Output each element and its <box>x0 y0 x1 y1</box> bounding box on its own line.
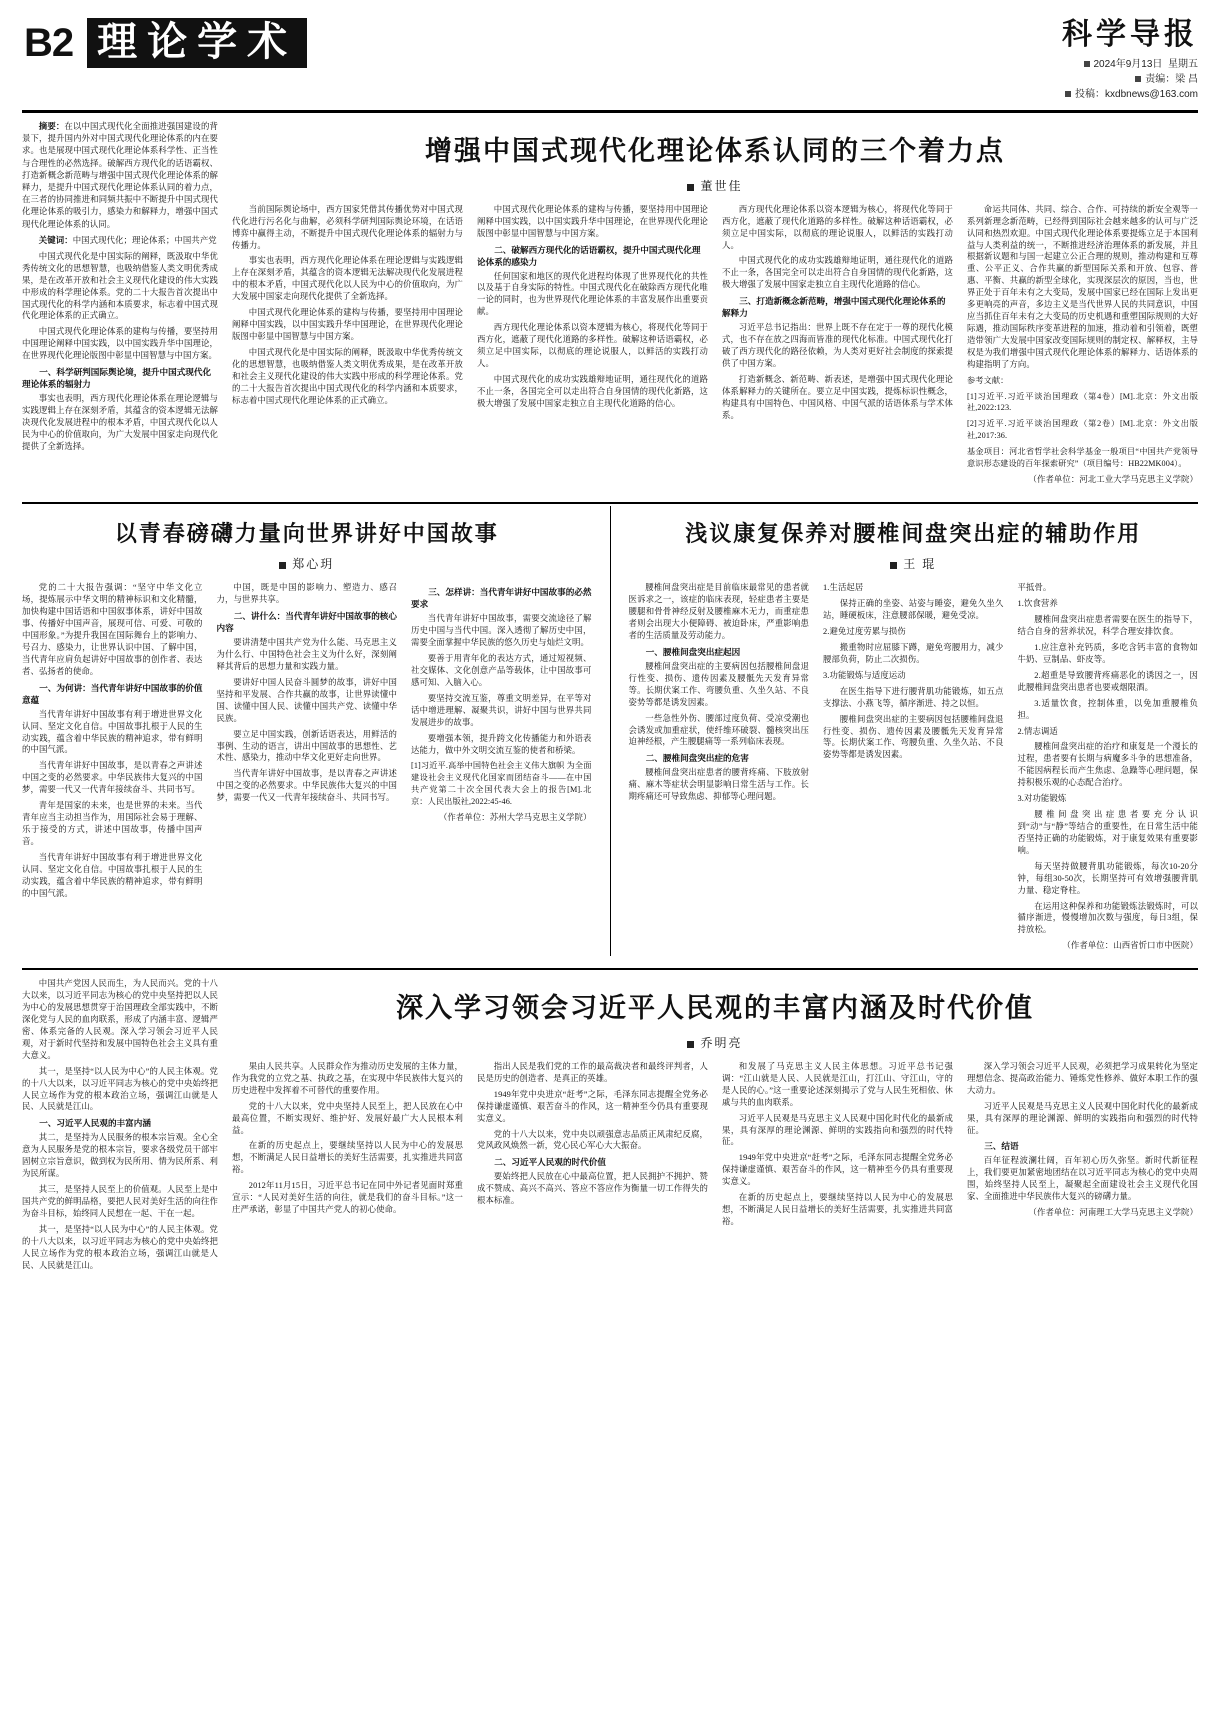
paragraph: 事实也表明，西方现代化理论体系在理论逻辑与实践逻辑上存在深刻矛盾，其蕴含的资本逻辑无法解决现代化发展进程中的根本矛盾，中国式现代化以人民为中心的价值取向，为广大发展中国家走向现代化提供了全新选择。 <box>22 394 218 451</box>
article-4-headline: 深入学习领会习近平人民观的丰富内涵及时代价值 <box>396 993 1034 1024</box>
article-1 <box>22 121 1198 490</box>
fund-note: 基金项目：河北省哲学社会科学基金一般项目“中国共产党领导意识形态建设的百年探索研究”（项目编号：HB22MK004）。 <box>967 447 1198 468</box>
article-3-col-2 <box>823 582 1004 956</box>
bullet-icon <box>1084 61 1090 67</box>
article-1-body-columns <box>232 204 1198 490</box>
paragraph: 要讲清楚中国共产党为什么能、马克思主义为什么行、中国特色社会主义为什么好，深刻阐释其背后的思想力量和实践力量。 <box>216 638 397 671</box>
reference-item: [1]习近平.习近平谈治国理政（第4卷）[M].北京：外文出版社,2022:123. <box>967 391 1198 413</box>
reference-item: [2]习近平.习近平谈治国理政（第2卷）[M].北京：外文出版社,2017:36. <box>967 419 1198 441</box>
author-name: 董世佳 <box>700 178 743 193</box>
paragraph: 在运用这种保养和功能锻炼法锻炼时，可以循序渐进，慢慢增加次数与强度，每日3组，保持放松。 <box>1017 901 1198 935</box>
paragraph: 要立足中国实践，创新话语表达，用鲜活的事例、生动的语言，讲出中国故事的思想性、艺术性、感染力，推动中华文化更好走向世界。 <box>216 729 397 763</box>
paragraph: 其一，是坚持“以人民为中心”的人民主体观。党的十八大以来，以习近平同志为核心的党中央始终把人民立场作为党的根本政治立场，强调江山就是人民、人民就是江山。 <box>22 1224 218 1270</box>
article-4-subhead-1: 一、习近平人民观的丰富内涵 <box>39 1118 151 1129</box>
abstract-label: 摘要： <box>38 122 65 131</box>
paragraph: 中国式现代化理论体系的建构与传播，要坚持用中国理论阐释中国实践，以中国实践升华中国理论，在世界现代化理论版图中彰显中国智慧与中国方案。 <box>232 308 463 341</box>
byline-marker-icon <box>890 562 897 569</box>
paragraph: 1.饮食营养 <box>1017 599 1058 609</box>
article-4-subhead-2: 二、习近平人民观的时代价值 <box>494 1157 606 1168</box>
article-4-byline <box>232 1034 1198 1051</box>
section-divider <box>22 502 1198 504</box>
bullet-icon <box>1135 76 1141 82</box>
paragraph: 中国式现代化的成功实践雄辩地证明，通往现代化的道路不止一条，各国完全可以走出符合自身国情的现代化新路，这极大增强了发展中国家走独立自主现代化道路的信心。 <box>477 374 708 408</box>
reference-item: [1]习近平.高举中国特色社会主义伟大旗帜 为全面建设社会主义现代化国家而团结奋斗——在中国共产党第二十次全国代表大会上的报告[M].北京：人民出版社,2022:45-46. <box>411 761 592 807</box>
paragraph: 每天坚持做腰背肌功能锻炼，每次10-20分钟，每组30-50次，长期坚持可有效增强腰背肌力量、稳定脊柱。 <box>1017 861 1198 895</box>
article-4-unit: （作者单位：河南理工大学马克思主义学院） <box>1028 1208 1198 1218</box>
paragraph: 任何国家和地区的现代化进程均体现了世界现代化的共性以及基于自身实际的特性。中国式现代化在破除西方现代化唯一论的同时，也为世界现代化理论体系的丰富发展作出重要贡献。 <box>477 271 708 317</box>
article-4-col-4 <box>967 1061 1198 1232</box>
paragraph: 1949年党中央进京“赶考”之际，毛泽东同志提醒全党务必保持谦虚谨慎、艰苦奋斗的作风，这一精神至今仍具有重要现实意义。 <box>722 1153 953 1187</box>
article-1-subhead-3: 三、打造新概念新范畴，增强中国式现代化理论体系的解释力 <box>722 296 946 319</box>
paragraph: 腰椎间盘突出症的治疗和康复是一个漫长的过程，患者要有长期与病魔多斗争的思想准备，不能因病程长而产生焦虑、急躁等心理问题，保持积极乐观的心态配合治疗。 <box>1017 742 1198 788</box>
article-3-col-1 <box>629 582 810 956</box>
paragraph: 西方现代化理论体系以资本逻辑为核心，将现代化等同于西方化，遮蔽了现代化道路的多样性。破解这种话语霸权，必须立足中国实际，以彻底的理论说服人，以鲜活的实践打动人。 <box>477 323 708 368</box>
paragraph: 一些急性外伤、腰部过度负荷、受凉受潮也会诱发或加重症状，使纤维环破裂、髓核突出压迫神经根，产生腰腿痛等一系列临床表现。 <box>628 713 809 747</box>
keywords-label: 关键词： <box>38 235 73 245</box>
paragraph: 中国式现代化的成功实践雄辩地证明，通往现代化的道路不止一条，各国完全可以走出符合自身国情的现代化新路，这极大增强了发展中国家走独立自主现代化道路的信心。 <box>722 256 953 290</box>
article-4-wrap <box>22 978 1198 1275</box>
paragraph: 中国式现代化理论体系的建构与传播，要坚持用中国理论阐释中国实践，以中国实践升华中国理论，在世界现代化理论版图中彰显中国智慧与中国方案。 <box>22 327 218 361</box>
paragraph: 当代青年讲好中国故事，需要交流途径了解历史中国与当代中国。深入透彻了解历史中国，需要全面掌握中华民族的悠久历史与灿烂文明。 <box>411 614 592 648</box>
masthead-right <box>1062 18 1198 102</box>
article-2 <box>22 506 592 956</box>
article-3-byline <box>629 555 1199 572</box>
article-2-col-1 <box>22 582 203 903</box>
article-1-unit: （作者单位：河北工业大学马克思主义学院） <box>1028 474 1198 484</box>
masthead-meta <box>1062 57 1198 102</box>
article-1-col-2 <box>477 204 708 490</box>
article-2-byline <box>22 555 592 572</box>
paragraph: 腰椎间盘突出症是目前临床最常见的患者就医诉求之一，该症的临床表现，轻症患者主要是腰腿和骨骨神经反射及腰椎麻木无力，而重症患者则会出现大小便障碍、被迫卧床，严重影响患者的生活质量及劳动能力。 <box>628 583 809 640</box>
paragraph: 党的十八大以来，党中央以顽强意志品质正风肃纪反腐，党风政风焕然一新，党心民心军心大大振奋。 <box>477 1129 708 1151</box>
paragraph: 在新的历史起点上，要继续坚持以人民为中心的发展思想，不断满足人民日益增长的美好生活需要，扎实推进共同富裕。 <box>722 1193 953 1227</box>
paragraph: 事实也表明，西方现代化理论体系在理论逻辑与实践逻辑上存在深刻矛盾，其蕴含的资本逻辑无法解决现代化发展进程中的根本矛盾，中国式现代化以人民为中心的价值取向，为广大发展中国家走向现代化提供了全新选择。 <box>232 256 463 302</box>
paragraph: 当代青年讲好中国故事有利于增进世界文化认同、坚定文化自信。中国故事扎根于人民的生动实践，蕴含着中华民族的精神追求，带有鲜明的中国气派。 <box>22 852 203 898</box>
article-2-subhead-1: 一、为何讲：当代青年讲好中国故事的价值意蕴 <box>22 682 203 705</box>
paragraph: 1949年党中央进京“赶考”之际，毛泽东同志提醒全党务必保持谦虚谨慎、艰苦奋斗的作风，这一精神至今仍具有重要现实意义。 <box>477 1089 708 1123</box>
article-3-subhead-1: 一、腰椎间盘突出症起因 <box>645 646 741 657</box>
paragraph: 其二，是坚持为人民服务的根本宗旨观。全心全意为人民服务是党的根本宗旨，要求各级党员干部牢固树立宗旨意识，做到权为民所用、情为民所系、利为民所谋。 <box>22 1133 218 1179</box>
paragraph: 2.避免过度劳累与损伤 <box>823 627 906 637</box>
byline-marker-icon <box>687 184 694 191</box>
article-3-headline: 浅议康复保养对腰椎间盘突出症的辅助作用 <box>685 520 1142 546</box>
paragraph: 其一，是坚持“以人民为中心”的人民主体观。党的十八大以来，以习近平同志为核心的党中央始终把人民立场作为党的根本政治立场，强调江山就是人民、人民就是江山。 <box>22 1066 218 1112</box>
references-title: 参考文献： <box>967 375 1009 385</box>
paragraph: 百年征程波澜壮阔，百年初心历久弥坚。新时代新征程上，我们要更加紧密地团结在以习近平同志为核心的党中央周围，始终坚持人民至上，凝聚起全面建设社会主义现代化国家、全面推进中华民族伟大复兴的磅礴力量。 <box>967 1156 1198 1202</box>
paragraph: 当代青年讲好中国故事，是以青春之声讲述中国之变的必然要求。中华民族伟大复兴的中国梦，需要一代又一代青年接续奋斗、共同书写。 <box>216 769 397 803</box>
paragraph: 要始终把人民放在心中最高位置，把人民拥护不拥护、赞成不赞成、高兴不高兴、答应不答应作为衡量一切工作得失的根本标准。 <box>477 1172 708 1206</box>
paragraph: 习近平人民观是马克思主义人民观中国化时代化的最新成果，具有深厚的理论渊源、鲜明的实践指向和强烈的时代特征。 <box>722 1113 953 1147</box>
paragraph: 腰椎间盘突出症的主要病因包括腰椎间盘退行性变、损伤、遗传因素及腰骶先天发育异常等。长期伏案工作、弯腰负重、久坐久站、不良姿势等都是诱发因素。 <box>628 661 809 707</box>
submit-email: 投稿：kxdbnews@163.com <box>1075 89 1198 100</box>
paragraph: 果由人民共享。人民群众作为推动历史发展的主体力量，作为我党的立党之基、执政之基，在实现中华民族伟大复兴的历史进程中发挥着不可替代的重要作用。 <box>232 1061 463 1095</box>
paragraph: 腰椎间盘突出症患者要充分认识到“动”与“静”等结合的重要性，在日常生活中能否坚持正确的功能锻炼，对于康复效果有重要影响。 <box>1017 810 1198 855</box>
abstract-body: 在以中国式现代化全面推进强国建设的背景下，提升国内外对中国式现代化理论体系的内在要求。也是展现中国式现代化理论体系科学性、正当性与合理性的必然选择。破解西方现代化的话语霸权、打造新概念新范畴与增强中国式现代化理论体系的解释力，是提升中国式现代化理论体系认同的着力点，在三者的协同推进和同频共振中不断提升中国式现代化理论体系的吸引力，感染力和解释力，增强中国式现代化理论体系的认同。 <box>22 122 218 229</box>
article-4-col-1 <box>232 1061 463 1232</box>
paragraph: 1.应注意补充钙质，多吃含钙丰富的食物如牛奶、豆制品、虾皮等。 <box>1017 643 1198 664</box>
paragraph: 其三，是坚持人民至上的价值观。人民至上是中国共产党的鲜明品格，要把人民对美好生活的向往作为奋斗目标，始终同人民想在一起、干在一起。 <box>22 1185 218 1218</box>
paragraph: 青年是国家的未来，也是世界的未来。当代青年应当主动担当作为，用国际社会易于理解、乐于接受的方式，讲述中国故事，传播中国声音。 <box>22 801 203 846</box>
editor-line: 责编：梁 昌 <box>1145 74 1198 85</box>
paragraph: 中国，既是中国的影响力、塑造力、感召力，与世界共享。 <box>216 583 397 605</box>
section-title: 理论学术 <box>97 19 298 64</box>
article-2-columns <box>22 582 592 903</box>
masthead <box>22 18 1198 113</box>
article-1-col-1 <box>232 204 463 490</box>
paragraph: 2.情志调适 <box>1017 726 1058 736</box>
article-2-col-2 <box>217 582 398 903</box>
keywords-body: 中国式现代化；理论体系；中国共产党 <box>72 235 217 245</box>
paragraph: 党的十八大以来，党中央坚持人民至上，把人民放在心中最高位置，不断实现好、维护好、发展好最广大人民根本利益。 <box>232 1101 463 1135</box>
article-1-col-3 <box>722 204 953 490</box>
paragraph: 中国共产党因人民而生，为人民而兴。党的十八大以来，以习近平同志为核心的党中央坚持把以人民为中心的发展思想贯穿于治国理政全部实践中，不断深化党与人民的血肉联系，形成了内涵丰富、逻辑严密、体系完备的人民观。深入学习领会习近平人民观，对于新时代坚持和发展中国特色社会主义具有重大意义。 <box>22 979 218 1060</box>
article-1-abstract-col <box>22 121 218 490</box>
article-2-col-3 <box>411 582 592 903</box>
article-2-subhead-2: 二、讲什么：当代青年讲好中国故事的核心内容 <box>216 611 397 634</box>
paragraph: 指出人民是我们党的工作的最高裁决者和最终评判者，人民是历史的创造者、是真正的英雄。 <box>477 1061 708 1083</box>
paragraph: 搬重物时应屈膝下蹲，避免弯腰用力，减少腰部负荷，防止二次损伤。 <box>823 643 1004 664</box>
issue-weekday: 星期五 <box>1168 59 1198 70</box>
paragraph: 党的二十大报告强调：“坚守中华文化立场，提炼展示中华文明的精神标识和文化精髓，加快构建中国话语和中国叙事体系，讲好中国故事、传播好中国声音，展现可信、可爱、可敬的中国形象。”为提升我国在国际舞台上的影响力、号召力、感染力，让世界认识中国、了解中国，当代青年应肩负起讲好中国故事的创作者、表达者、弘扬者的使命。 <box>22 583 203 676</box>
article-4-col-3 <box>722 1061 953 1232</box>
paragraph: 在医生指导下进行腰背肌功能锻炼，如五点支撑法、小燕飞等，循序渐进、持之以恒。 <box>823 686 1004 708</box>
article-4-col-0 <box>22 978 218 1275</box>
paragraph: 3.对功能锻炼 <box>1017 794 1067 804</box>
paragraph: 打造新概念、新范畴、新表述，是增强中国式现代化理论体系解释力的关键所在。要立足中国实践，提炼标识性概念，构建具有中国特色、中国风格、中国气派的话语体系与学术体系。 <box>722 374 953 420</box>
article-3-subhead-2: 二、腰椎间盘突出症的危害 <box>645 753 749 764</box>
author-name: 郑心玥 <box>292 557 335 572</box>
article-3 <box>610 506 1199 956</box>
paragraph: 2.超重是导致腰背疼痛恶化的诱因之一，因此腰椎间盘突出患者也要戒烟限酒。 <box>1017 670 1198 692</box>
article-4 <box>22 978 1198 1275</box>
paragraph: 在新的历史起点上，要继续坚持以人民为中心的发展思想，不断满足人民日益增长的美好生活需要，扎实推进共同富裕。 <box>232 1141 463 1175</box>
article-2-unit: （作者单位：苏州大学马克思主义学院） <box>438 813 592 823</box>
keywords-text <box>22 235 218 247</box>
paragraph: 3.适量饮食，控制体重，以免加重腰椎负担。 <box>1017 698 1198 720</box>
article-1-subhead-2: 二、破解西方现代化的话语霸权，提升中国式现代化理论体系的感染力 <box>477 244 701 267</box>
paragraph: 中国式现代化是中国实际的阐释，既汲取中华优秀传统文化的思想智慧，也吸纳借鉴人类文明优秀成果，是在改革开放和社会主义现代化建设的伟大实践中形成的科学理论体系。党的二十大报告首次提出中国式现代化的科学内涵和本质要求，标志着中国式现代化理论体系的正式确立。 <box>232 347 463 405</box>
paragraph: 平抵骨。 <box>1017 583 1052 593</box>
paragraph: 要善于用青年化的表达方式，通过短视频、社交媒体、文化创意产品等载体，让中国故事可感可知、入脑入心。 <box>411 654 592 687</box>
paragraph: 中国式现代化理论体系的建构与传播，要坚持用中国理论阐释中国实践，以中国实践升华中国理论，在世界现代化理论版图中彰显中国智慧与中国方案。 <box>477 204 708 238</box>
paragraph: 和发展了马克思主义人民主体思想。习近平总书记强调：“江山就是人民、人民就是江山，打江山、守江山，守的是人民的心。”这一重要论述深刻揭示了党与人民生死相依、休戚与共的血肉联系。 <box>722 1061 953 1107</box>
paragraph: 腰椎间盘突出症的主要病因包括腰椎间盘退行性变、损伤、遗传因素及腰骶先天发育异常等。长期伏案工作、弯腰负重、久坐久站、不良姿势等都是诱发因素。 <box>823 714 1004 760</box>
paragraph: 腰椎间盘突出症患者需要在医生的指导下，结合自身的营养状况，科学合理安排饮食。 <box>1017 615 1198 637</box>
bullet-icon <box>1065 91 1071 97</box>
masthead-left <box>22 18 307 68</box>
article-4-col-2 <box>477 1061 708 1232</box>
section-title-box <box>87 18 307 68</box>
paragraph: 深入学习领会习近平人民观，必须把学习成果转化为坚定理想信念、提高政治能力、锤炼党性修养、做好本职工作的强大动力。 <box>967 1061 1198 1095</box>
article-1-columns <box>22 121 1198 490</box>
page-number: B2 <box>24 21 74 65</box>
article-4-main <box>232 978 1198 1275</box>
article-1-subhead-1: 一、科学研判国际舆论境，提升中国式现代化理论体系的辐射力 <box>22 367 212 390</box>
section-divider <box>22 968 1198 970</box>
articles-2-3 <box>22 506 1198 956</box>
paragraph: 腰椎间盘突出症患者的腰背疼痛、下肢放射痛、麻木等症状会明显影响日常生活与工作。长期疼痛还可导致焦虑、抑郁等心理问题。 <box>628 768 809 802</box>
paragraph: 要坚持交流互鉴，尊重文明差异，在平等对话中增进理解、凝聚共识，讲好中国与世界共同发展进步的故事。 <box>411 693 592 727</box>
byline-marker-icon <box>687 1041 694 1048</box>
paragraph: 1.生活起居 <box>823 583 864 593</box>
article-2-headline: 以青春磅礴力量向世界讲好中国故事 <box>114 520 499 546</box>
paragraph: 当代青年讲好中国故事，是以青春之声讲述中国之变的必然要求。中华民族伟大复兴的中国梦，需要一代又一代青年接续奋斗、共同书写。 <box>22 761 203 795</box>
paragraph: 西方现代化理论体系以资本逻辑为核心，将现代化等同于西方化，遮蔽了现代化道路的多样性。破解这种话语霸权，必须立足中国实际，以彻底的理论说服人，以鲜活的实践打动人。 <box>722 204 953 250</box>
article-3-unit: （作者单位：山西省忻口市中医院） <box>1062 941 1198 951</box>
article-2-subhead-3: 三、怎样讲：当代青年讲好中国故事的必然要求 <box>411 587 592 610</box>
paragraph: 2012年11月15日，习近平总书记在同中外记者见面时郑重宣示：“人民对美好生活的向往，就是我们的奋斗目标。”这一庄严承诺，彰显了中国共产党人的初心使命。 <box>232 1181 463 1215</box>
paragraph: 命运共同体、共同、综合、合作、可持续的新安全观等一系列新理念新范畴，已经得到国际社会越来越多的认可与广泛认同和热烈欢迎。中国式现代化理论体系要提炼立足于本国利益与人类利益的统一，不断推进经济治理体系的新发展，并且根据新议题和与国一起建立公正合理的规则，推动构建和互尊重、公平正义、合作共赢的新型国际关系和开放、包容、普惠、平衡、共赢的新型全球化，实现深层次的原因，当也，世界正处于百年未有之大变局，发展中国家已经在国际上发出更多更响亮的声音，多边主义是当代世界人民的共同意识，中国应当抓住百年未有之大变局的历史机遇和重塑国际规则的大好际遇，推动国际秩序变革进程的加速，推动着和引领着，既塑造带领广大发展中国家改变国际规则的制定权、解释权，主导权是为我们增强中国式现代化理论体系的解释力、话语体系的构建指明了方向。 <box>967 204 1198 369</box>
byline-marker-icon <box>279 562 286 569</box>
paragraph: 要讲好中国人民奋斗圆梦的故事，讲好中国坚持和平发展、合作共赢的故事，让世界读懂中国、读懂中国人民、读懂中国共产党、读懂中华民族。 <box>216 677 397 723</box>
paragraph: 3.功能锻炼与适度运动 <box>823 670 906 680</box>
article-1-headline: 增强中国式现代化理论体系认同的三个着力点 <box>425 136 1005 166</box>
paragraph: 当代青年讲好中国故事有利于增进世界文化认同、坚定文化自信。中国故事扎根于人民的生动实践，蕴含着中华民族的精神追求，带有鲜明的中国气派。 <box>22 709 203 755</box>
author-name: 王 琨 <box>903 557 937 572</box>
article-1-main <box>232 121 1198 490</box>
paper-name: 科学导报 <box>1062 18 1198 51</box>
paragraph: 习近平人民观是马克思主义人民观中国化时代化的最新成果，具有深厚的理论渊源、鲜明的实践指向和强烈的时代特征。 <box>967 1101 1198 1135</box>
article-4-subhead-3: 三、结语 <box>984 1141 1019 1152</box>
article-3-columns <box>629 582 1199 956</box>
paragraph: 要增强本领，提升跨文化传播能力和外语表达能力，做中外文明交流互鉴的使者和桥梁。 <box>411 733 592 755</box>
paragraph: 当前国际舆论场中，西方国家凭借其传播优势对中国式现代化进行污名化与曲解，必须科学研判国际舆论环境，在话语博弈中赢得主动，不断提升中国式现代化理论体系的辐射力与传播力。 <box>232 204 463 250</box>
article-4-body-columns <box>232 1061 1198 1232</box>
article-3-col-3 <box>1018 582 1199 956</box>
paragraph: 保持正确的坐姿、站姿与睡姿，避免久坐久站，睡硬板床，注意腰部保暖，避免受凉。 <box>823 599 1004 621</box>
abstract-text <box>22 121 218 231</box>
issue-date: 2024年9月13日 <box>1093 59 1163 70</box>
article-1-col-4 <box>967 204 1198 490</box>
author-name: 乔明亮 <box>700 1035 743 1050</box>
article-1-byline <box>232 177 1198 194</box>
paragraph: 中国式现代化是中国实际的阐释，既汲取中华优秀传统文化的思想智慧，也吸纳借鉴人类文明优秀成果，是在改革开放和社会主义现代化建设的伟大实践中形成的科学理论体系。党的二十大报告首次提出中国式现代化的科学内涵和本质要求，标志着中国式现代化理论体系的正式确立。 <box>22 251 218 321</box>
paragraph: 习近平总书记指出：世界上既不存在定于一尊的现代化模式，也不存在放之四海而皆准的现代化标准。中国式现代化打破了西方现代化的路径依赖，为人类对更好社会制度的探索提供了中国方案。 <box>722 323 953 368</box>
